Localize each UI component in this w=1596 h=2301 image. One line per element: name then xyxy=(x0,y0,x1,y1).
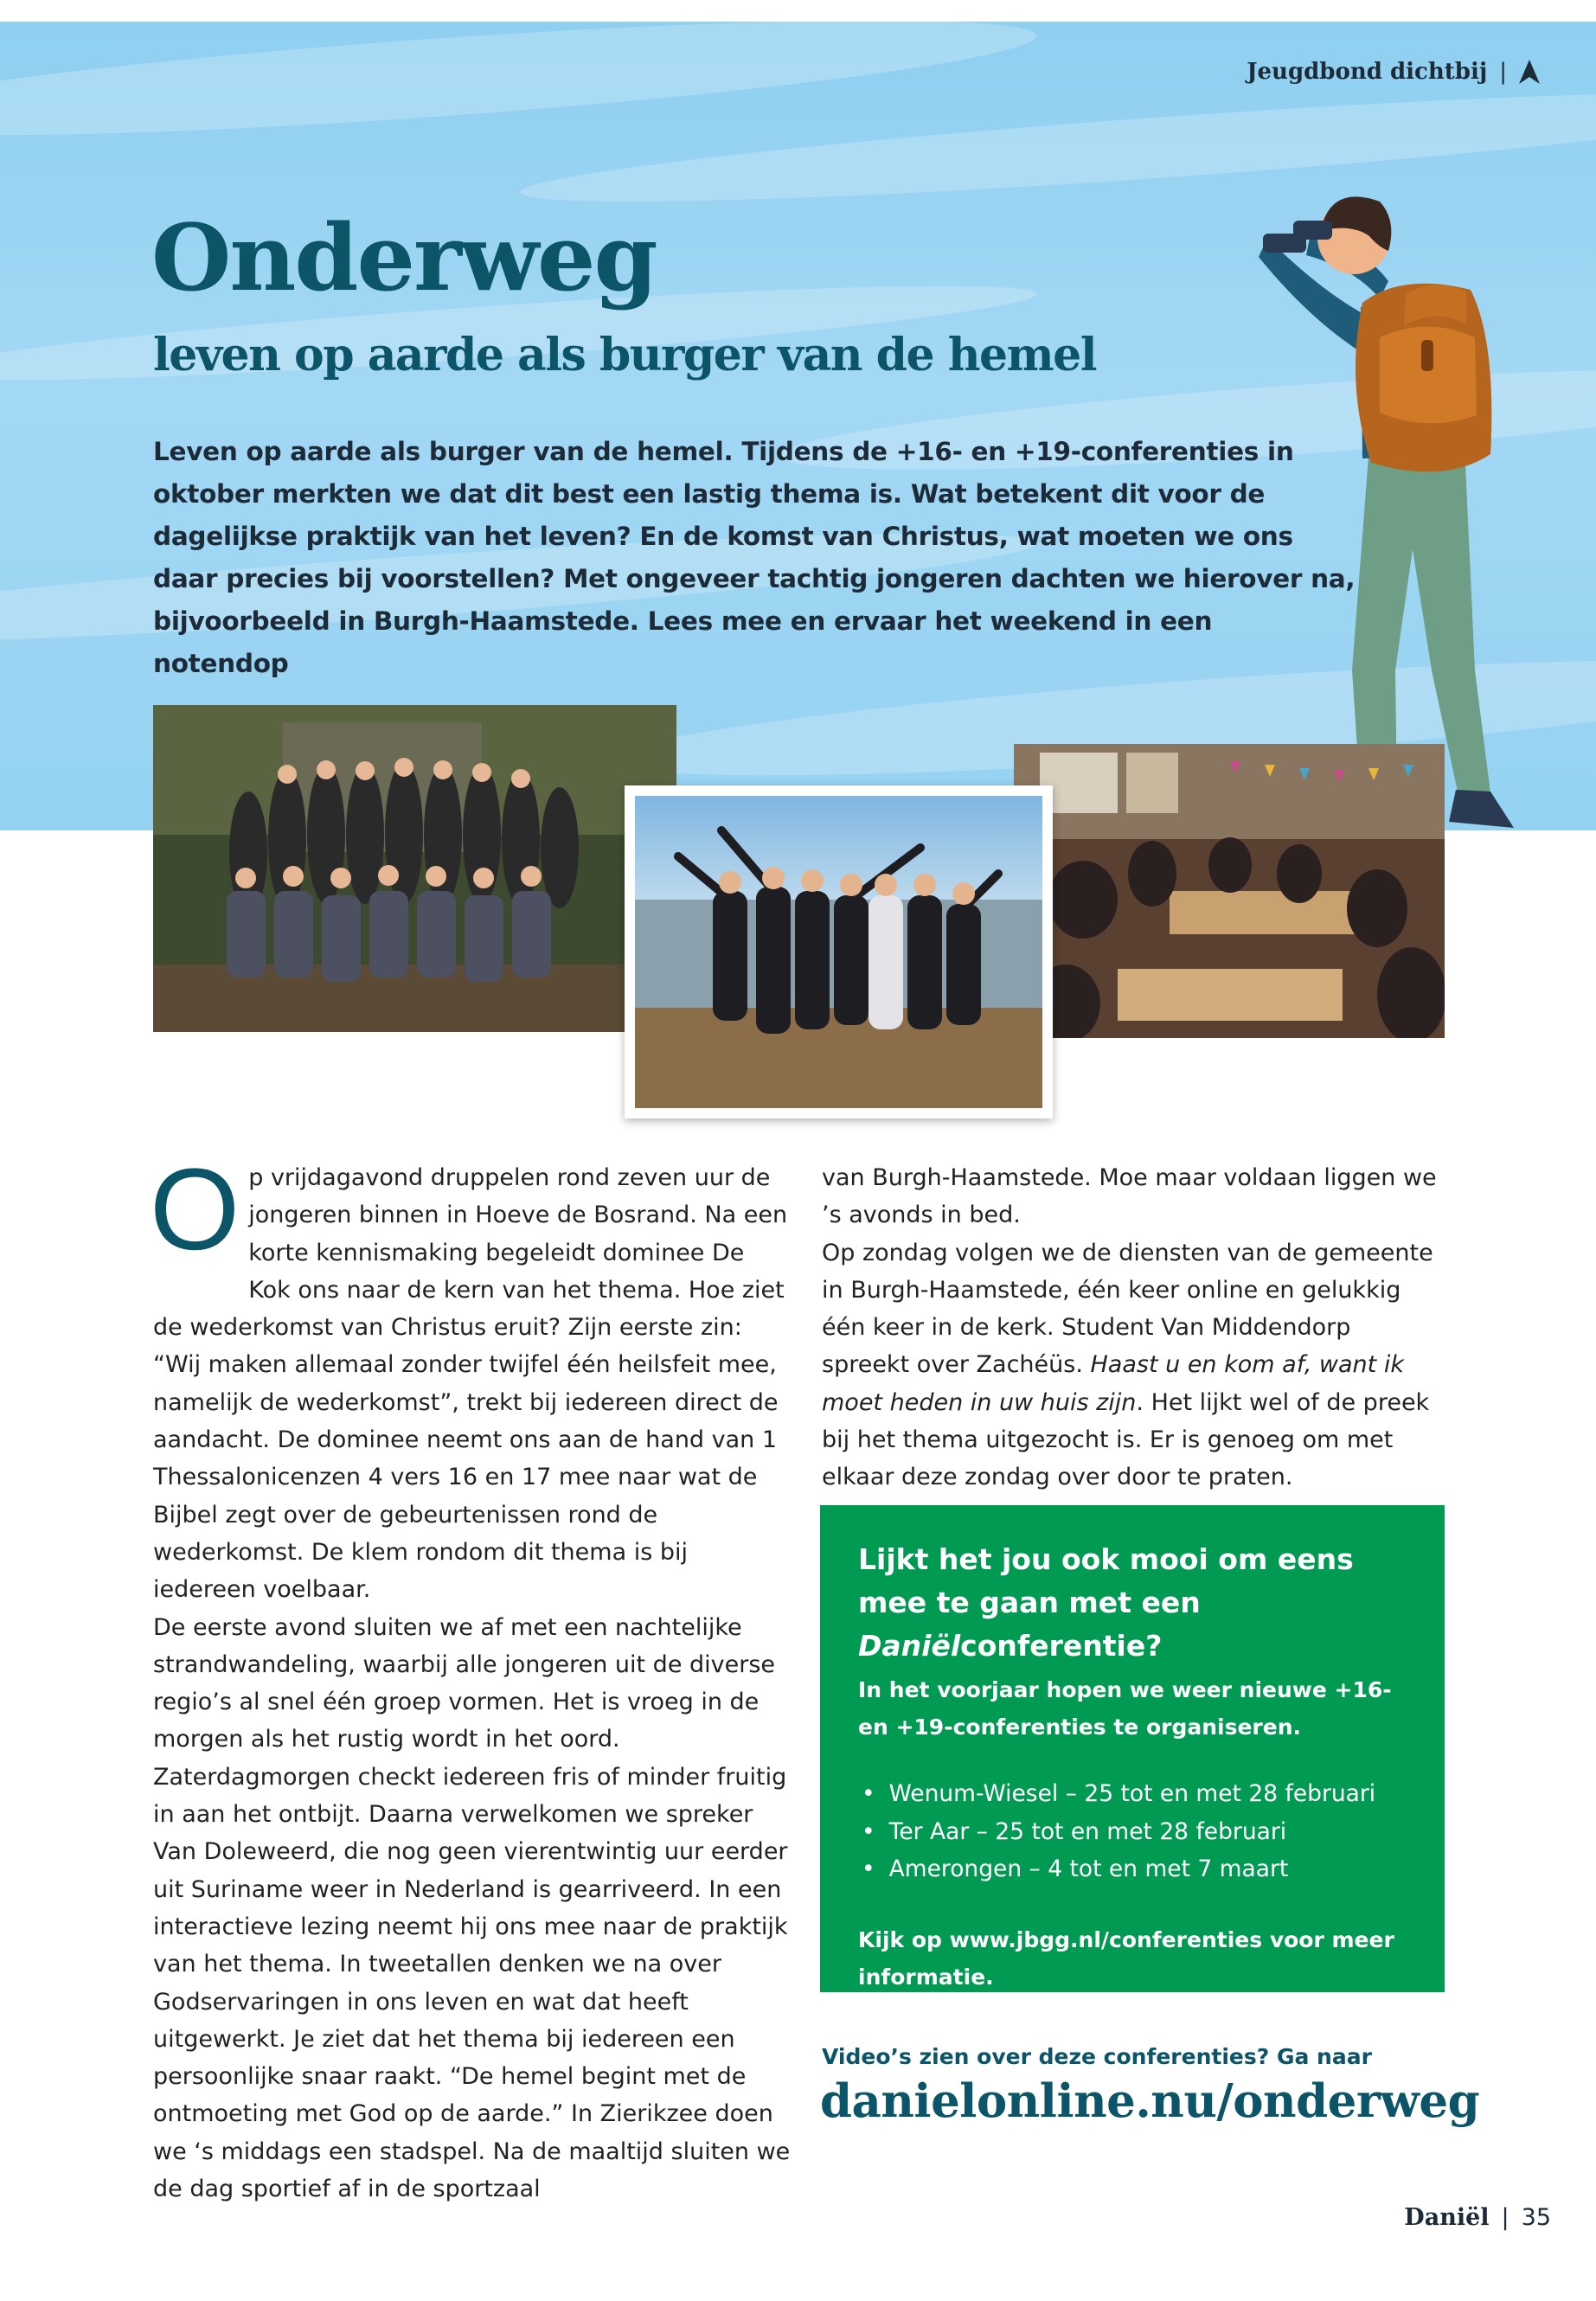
promo-heading-text: Lijkt het jou ook mooi om eens mee te gaan met een xyxy=(858,1542,1354,1619)
promo-heading-italic: Daniël xyxy=(858,1629,961,1663)
group-photo xyxy=(153,705,676,1032)
section-label xyxy=(1247,59,1540,85)
section-label-text: Jeugdbond dichtbij xyxy=(1247,59,1488,85)
conference-promo-box xyxy=(820,1505,1445,1992)
video-link[interactable]: danielonline.nu/onderweg xyxy=(820,2074,1480,2128)
beach-photo xyxy=(625,785,1053,1118)
promo-subheading: In het voorjaar hopen we weer nieuwe +16- en +19-conferenties te organiseren. xyxy=(858,1677,1392,1740)
body-paragraph-4: van Burgh-Haamstede. Moe maar voldaan liggen we ’s avonds in bed. xyxy=(822,1164,1437,1229)
article-body-left xyxy=(150,1145,793,2208)
compass-arrow-icon xyxy=(1519,60,1540,84)
article-subtitle: leven op aarde als burger van de hemel xyxy=(153,329,1096,381)
article-title: Onderweg xyxy=(151,203,657,311)
body-paragraph-2: De eerste avond sluiten we af met een nachtelijke strandwandeling, waarbij alle jongeren uit de diverse regio’s al snel één groep vormen. Het is vroeg in de morgen als het rustig wordt in het oord. xyxy=(153,1613,776,1753)
paragraph-text: Op zondag volgen we de diensten van de gemeente in Burgh-Haamstede, één keer online en gelukkig één keer in de kerk. Student Van Middendorp spreekt over Zachéüs. xyxy=(822,1239,1433,1379)
magazine-name: Daniël xyxy=(1404,2204,1490,2231)
page-footer xyxy=(1404,2204,1551,2231)
page-number: 35 xyxy=(1521,2204,1551,2231)
body-paragraph-3: Zaterdagmorgen checkt iedereen fris of minder fruitig in aan het ontbijt. Daarna verwelkomen we spreker Van Doleweerd, die nog geen vierentwintig uur eerder uit Suriname weer in Nederland is gearriveerd. In een interactieve lezing neemt hij ons mee naar de praktijk van het thema. In tweetallen denken we na over Godservaringen in ons leven en wat dat heeft uitgewerkt. Je ziet dat het thema bij iedereen een persoonlijke snaar raakt. “De hemel begint met de ontmoeting met God op de aarde.” In Zierikzee doen we ‘s middags een stadspel. Na de maaltijd sluiten we de dag sportief af in de sportzaal xyxy=(153,1763,791,2203)
conference-list xyxy=(858,1775,1410,1888)
list-item: • Wenum-Wiesel – 25 tot en met 28 februari xyxy=(858,1775,1410,1813)
body-paragraph-5 xyxy=(822,1234,1445,1497)
video-callout: Video’s zien over deze conferenties? Ga naar xyxy=(822,2044,1372,2069)
list-item: • Ter Aar – 25 tot en met 28 februari xyxy=(858,1813,1410,1851)
footer-separator: | xyxy=(1501,2204,1509,2231)
promo-heading xyxy=(858,1538,1410,1668)
promo-footer: Kijk op www.jbgg.nl/conferenties voor meer informatie. xyxy=(858,1926,1394,1990)
body-paragraph-1: p vrijdagavond druppelen rond zeven uur de jongeren binnen in Hoeve de Bosrand. Na een korte kennismaking begeleidt dominee De Kok ons naar de kern van het thema. Hoe ziet de wederkomst van Christus eruit? Zijn eerste zin: “Wij maken allemaal zonder twijfel één heilsfeit mee, namelijk de wederkomst”, trekt bij iedereen direct de aandacht. De dominee neemt ons aan de hand van 1 Thessalonicenzen 4 vers 16 en 17 mee naar wat de Bijbel zegt over de gebeurtenissen rond de wederkomst. De klem rondom dit thema is bij iedereen voelbaar. xyxy=(153,1164,788,1604)
section-separator: | xyxy=(1499,59,1507,85)
scripture-quote: Haast u en kom af, want ik moet heden in uw huis zijn xyxy=(822,1351,1404,1416)
paragraph-text-end: . Het lijkt wel of de preek bij het thema uitgezocht is. Er is genoeg om met elkaar deze zondag over door te praten. xyxy=(822,1388,1430,1491)
conference-room-photo xyxy=(1014,744,1445,1038)
promo-heading-end: conferentie? xyxy=(960,1629,1163,1663)
list-item: • Amerongen – 4 tot en met 7 maart xyxy=(858,1850,1410,1888)
article-intro: Leven op aarde als burger van de hemel. Tijdens de +16- en +19-conferenties in oktober merkten we dat dit best een lastig thema is. Wat betekent dit voor de dagelijkse praktijk van het leven? En de komst van Christus, wat moeten we ons daar precies bij voorstellen? Met ongeveer tachtig jongeren dachten we hierover na, bijvoorbeeld in Burgh-Haamstede. Lees mee en ervaar het weekend in een notendop xyxy=(153,437,1356,678)
dropcap-letter: O xyxy=(150,1145,240,1274)
article-body-right xyxy=(822,1159,1445,1497)
